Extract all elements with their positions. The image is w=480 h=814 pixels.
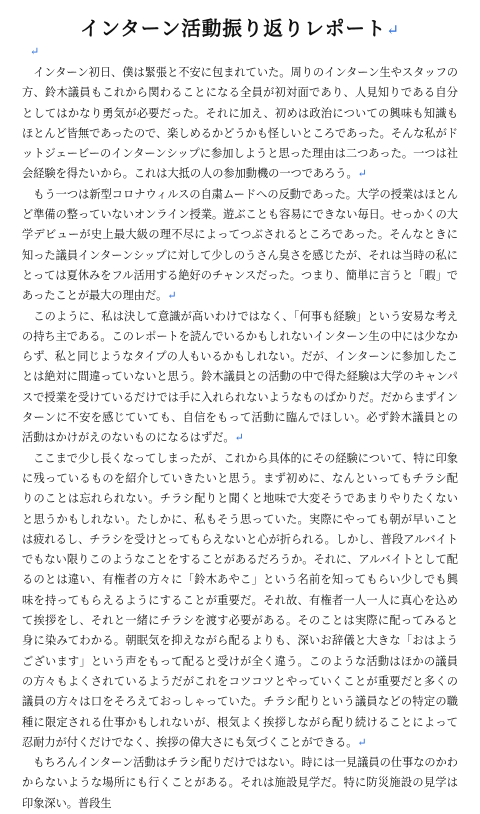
paragraph-text: インターン初日、僕は緊張と不安に包まれていた。周りのインターン生やスタッフの方、鈴木議員もこれから関わることになる全員が初対面であり、人見知りである自分としてはかなり勇気が必要だった。それに加え、初めは政治についての興味も知識もほとんど皆無であったので、楽しめるかどうかも怪しいところであった。そんな私がドットジェービーのインターンシップに参加しようと思った理由は二つあった。一つは社会経験を得たいから。これは大抵の人の参加動機の一つであろう。 — [22, 66, 458, 181]
paragraph — [22, 185, 458, 307]
paragraph — [22, 753, 458, 814]
blank-line — [22, 45, 458, 63]
paragraph-mark-icon: ↵ — [234, 431, 244, 445]
paragraph-text: ここまで少し長くなってしまったが、これから具体的にその経験について、特に印象に残っているものを紹介していきたいと思う。まず初めに、なんといってもチラシ配りのことは忘れられない。チラシ配りと聞くと地味で大変そうであまりやりたくないと思うかもしれない。たしかに、私もそう思っていた。実際にやっても朝が早いことは疲れるし、チラシを受けとってもらえないと心が折られる。しかし、普段アルバイトでもない限りこのようなことをすることがあるだろうか。それに、アルバイトとして配るのとは違い、有権者の方々に「鈴木あやこ」という名前を知ってもらい少しでも興味を持ってもらえるようにすることが重要だ。それ故、有権者一人一人に真心を込めて挨拶をし、それと一緒にチラシを渡す必要がある。そのことは実際に配ってみると身に染みてわかる。朝眠気を抑えながら配るよりも、深いお辞儀と大きな「おはようございます」という声をもって配ると受けが全く違う。このような活動はほかの議員の方々もよくされているようだがこれをコツコツとやっていくことが重要だと多くの議員の方々は口をそろえておっしゃっていた。チラシ配りという議員などの特定の職種に限定される仕事かもしれないが、根気よく挨拶しながら配り続けることによって忍耐力が付くだけでなく、挨拶の偉大さにも気づくことができる。 — [22, 451, 458, 749]
report-title — [22, 14, 458, 45]
paragraph-mark-icon: ↵ — [167, 289, 177, 303]
paragraph-mark-icon: ↵ — [386, 21, 400, 39]
paragraph — [22, 449, 458, 753]
paragraph — [22, 63, 458, 185]
report-title-text: インターン活動振り返りレポート — [80, 17, 387, 40]
paragraph-text: このように、私は決して意識が高いわけではなく、「何事も経験」という安易な考えの持ち主である。このレポートを読んでいるかもしれないインターン生の中には少なからず、私と同じようなタイプの人もいるかもしれない。だが、インターンに参加したことは絶対に間違っていないと思う。鈴木議員との活動の中で得た経験は大学のキャンパスで授業を受けているだけでは手に入れられないようなものばかりだ。だからまずインターンに不安を感じていても、自信をもって活動に臨んでほしい。必ず鈴木議員との活動はかけがえのないものになるはずだ。 — [22, 309, 458, 445]
paragraph-text: もう一つは新型コロナウィルスの自粛ムードへの反動であった。大学の授業はほとんど準備の整っていないオンライン授業。遊ぶことも容易にできない毎日。せっかくの大学デビューが史上最大級の理不尽によってつぶされるところであった。そんなときに知った議員インターンシップに対して少しのうさん臭さを感じたが、それは当時の私にとっては夏休みをフル活用する絶好のチャンスだった。つまり、簡単に言うと「暇」であったことが最大の理由だ。 — [22, 187, 458, 303]
paragraph-mark-icon: ↵ — [357, 167, 367, 181]
paragraph-mark-icon: ↵ — [357, 735, 367, 749]
paragraph-mark-icon: ↵ — [30, 45, 40, 58]
paragraph-text: もちろんインターン活動はチラシ配りだけではない。時には一見議員の仕事なのかわからないような場所にも行くことがある。それは施設見学だ。特に防災施設の見学は印象深い。普段生 — [22, 756, 458, 810]
paragraph — [22, 307, 458, 449]
